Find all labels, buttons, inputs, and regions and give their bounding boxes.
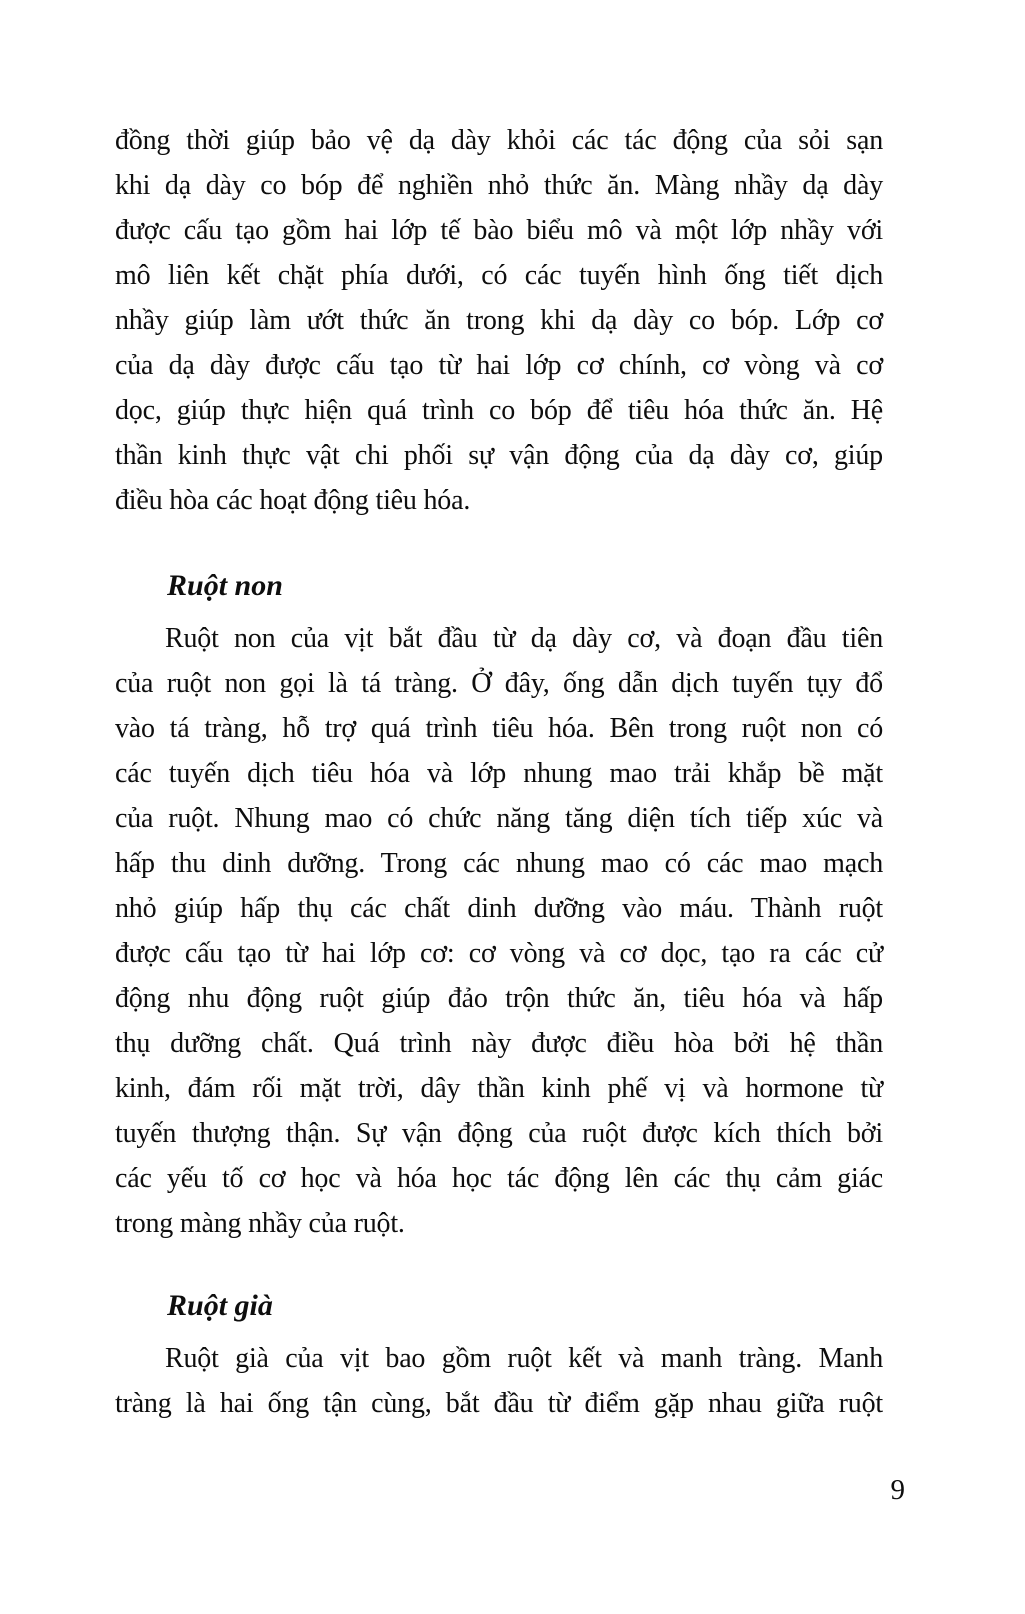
body-text-line: thụ dưỡng chất. Quá trình này được điều hòa bởi hệ thần	[115, 1028, 883, 1059]
body-text-line: điều hòa các hoạt động tiêu hóa.	[115, 485, 471, 516]
body-text-line: động nhu động ruột giúp đảo trộn thức ăn, tiêu hóa và hấp	[115, 983, 883, 1014]
body-text-line: Ruột non của vịt bắt đầu từ dạ dày cơ, và đoạn đầu tiên	[165, 623, 883, 654]
body-text-line: khi dạ dày co bóp để nghiền nhỏ thức ăn. Màng nhầy dạ dày	[115, 170, 883, 201]
body-text-line: tuyến thượng thận. Sự vận động của ruột được kích thích bởi	[115, 1118, 883, 1149]
paragraph-large-intestine	[115, 1336, 883, 1426]
body-text-line: dọc, giúp thực hiện quá trình co bóp để tiêu hóa thức ăn. Hệ	[115, 395, 883, 426]
body-text-line: vào tá tràng, hỗ trợ quá trình tiêu hóa. Bên trong ruột non có	[115, 713, 883, 744]
text-column	[115, 118, 905, 1513]
body-text-line: kinh, đám rối mặt trời, dây thần kinh phế vị và hormone từ	[115, 1073, 883, 1104]
body-text-line: được cấu tạo từ hai lớp cơ: cơ vòng và cơ dọc, tạo ra các cử	[115, 938, 883, 969]
body-text-line: tràng là hai ống tận cùng, bắt đầu từ điểm gặp nhau giữa ruột	[115, 1388, 883, 1419]
section-heading-ruot-non: Ruột non	[167, 569, 283, 602]
body-text-line: của ruột. Nhung mao có chức năng tăng diện tích tiếp xúc và	[115, 803, 883, 834]
body-text-line: của dạ dày được cấu tạo từ hai lớp cơ chính, cơ vòng và cơ	[115, 350, 883, 381]
body-text-line: các tuyến dịch tiêu hóa và lớp nhung mao trải khắp bề mặt	[115, 758, 883, 789]
body-text-line: nhầy giúp làm ướt thức ăn trong khi dạ dày co bóp. Lớp cơ	[115, 305, 883, 336]
body-text-line: của ruột non gọi là tá tràng. Ở đây, ống dẫn dịch tuyến tụy đổ	[115, 668, 883, 699]
body-text-line: trong màng nhầy của ruột.	[115, 1208, 405, 1239]
paragraph-stomach	[115, 118, 883, 523]
body-text-line: được cấu tạo gồm hai lớp tế bào biểu mô và một lớp nhầy với	[115, 215, 883, 246]
body-text-line: các yếu tố cơ học và hóa học tác động lên các thụ cảm giác	[115, 1163, 883, 1194]
body-text-line: đồng thời giúp bảo vệ dạ dày khỏi các tác động của sỏi sạn	[115, 125, 883, 156]
body-text-line: thần kinh thực vật chi phối sự vận động của dạ dày cơ, giúp	[115, 440, 883, 471]
section-heading-ruot-gia: Ruột già	[167, 1289, 273, 1322]
body-text-line: mô liên kết chặt phía dưới, có các tuyến hình ống tiết dịch	[115, 260, 883, 291]
body-text-line: hấp thu dinh dưỡng. Trong các nhung mao có các mao mạch	[115, 848, 883, 879]
body-text-line: nhỏ giúp hấp thụ các chất dinh dưỡng vào máu. Thành ruột	[115, 893, 883, 924]
body-text-line: Ruột già của vịt bao gồm ruột kết và manh tràng. Manh	[165, 1343, 883, 1374]
paragraph-small-intestine	[115, 616, 883, 1246]
page-number: 9	[890, 1474, 905, 1506]
